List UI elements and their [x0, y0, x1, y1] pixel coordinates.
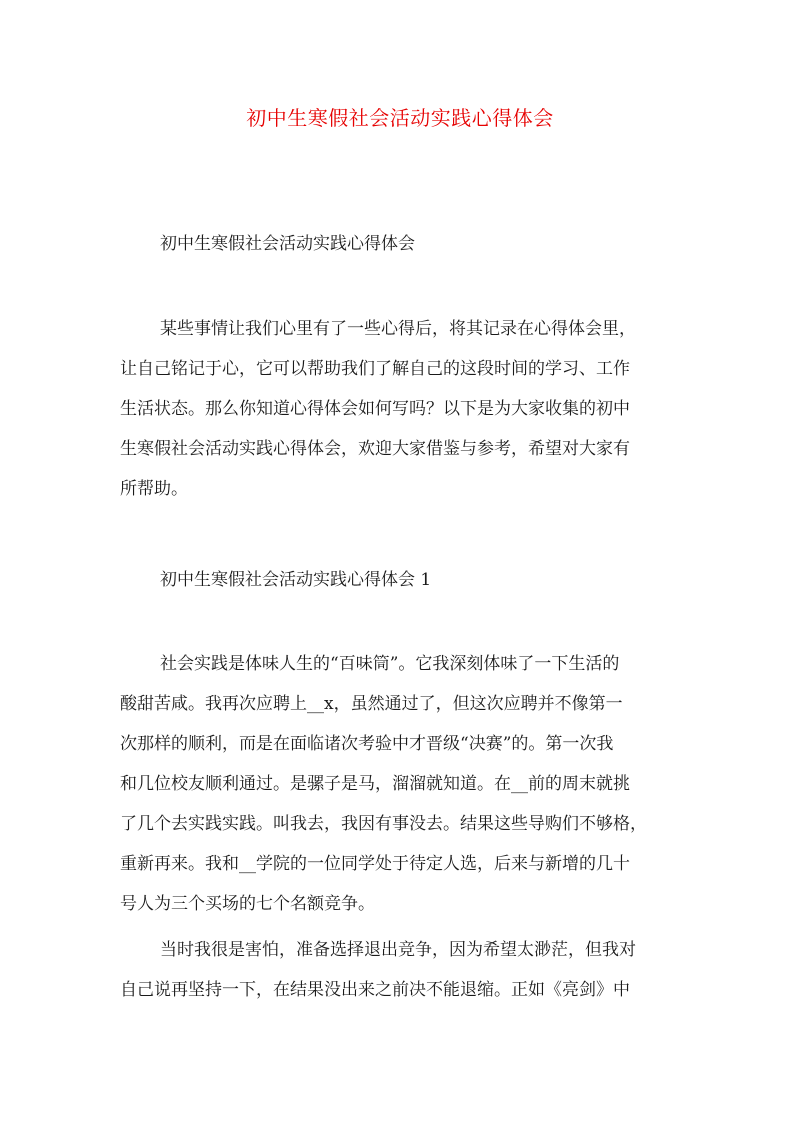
paragraph-line: 了几个去实践实践。叫我去，我因有事没去。结果这些导购们不够格， [120, 814, 647, 834]
paragraph-line: 社会实践是体味人生的“百味筒”。它我深刻体味了一下生活的 [160, 654, 620, 674]
paragraph-line: 自己说再坚持一下，在结果没出来之前决不能退缩。正如《亮剑》中 [120, 980, 630, 1000]
paragraph-line: 当时我很是害怕，准备选择退出竞争，因为希望太渺茫，但我对 [160, 940, 636, 960]
body-paragraph-2 [120, 930, 690, 1010]
document-subtitle: 初中生寒假社会活动实践心得体会 [160, 234, 415, 254]
intro-line: 让自己铭记于心，它可以帮助我们了解自己的这段时间的学习、工作 [120, 359, 630, 379]
paragraph-line: 号人为三个买场的七个名额竞争。 [120, 894, 375, 914]
paragraph-line: 和几位校友顺利通过。是骡子是马，溜溜就知道。在__前的周末就挑 [120, 774, 630, 794]
intro-line: 生活状态。那么你知道心得体会如何写吗？以下是为大家收集的初中 [120, 399, 630, 419]
intro-line: 某些事情让我们心里有了一些心得后，将其记录在心得体会里， [160, 319, 636, 339]
paragraph-line: 次那样的顺利，而是在面临诸次考验中才晋级“决赛”的。第一次我 [120, 734, 614, 754]
intro-line: 生寒假社会活动实践心得体会，欢迎大家借鉴与参考，希望对大家有 [120, 439, 630, 459]
paragraph-line: 重新再来。我和__学院的一位同学处于待定人选，后来与新增的几十 [120, 854, 630, 874]
section-heading: 初中生寒假社会活动实践心得体会 1 [160, 570, 432, 590]
intro-line: 所帮助。 [120, 479, 188, 499]
paragraph-line: 酸甜苦咸。我再次应聘上__x，虽然通过了，但这次应聘并不像第一 [120, 694, 623, 714]
intro-paragraph [120, 309, 690, 509]
body-paragraph-1 [120, 644, 690, 924]
document-title: 初中生寒假社会活动实践心得体会 [246, 106, 554, 130]
